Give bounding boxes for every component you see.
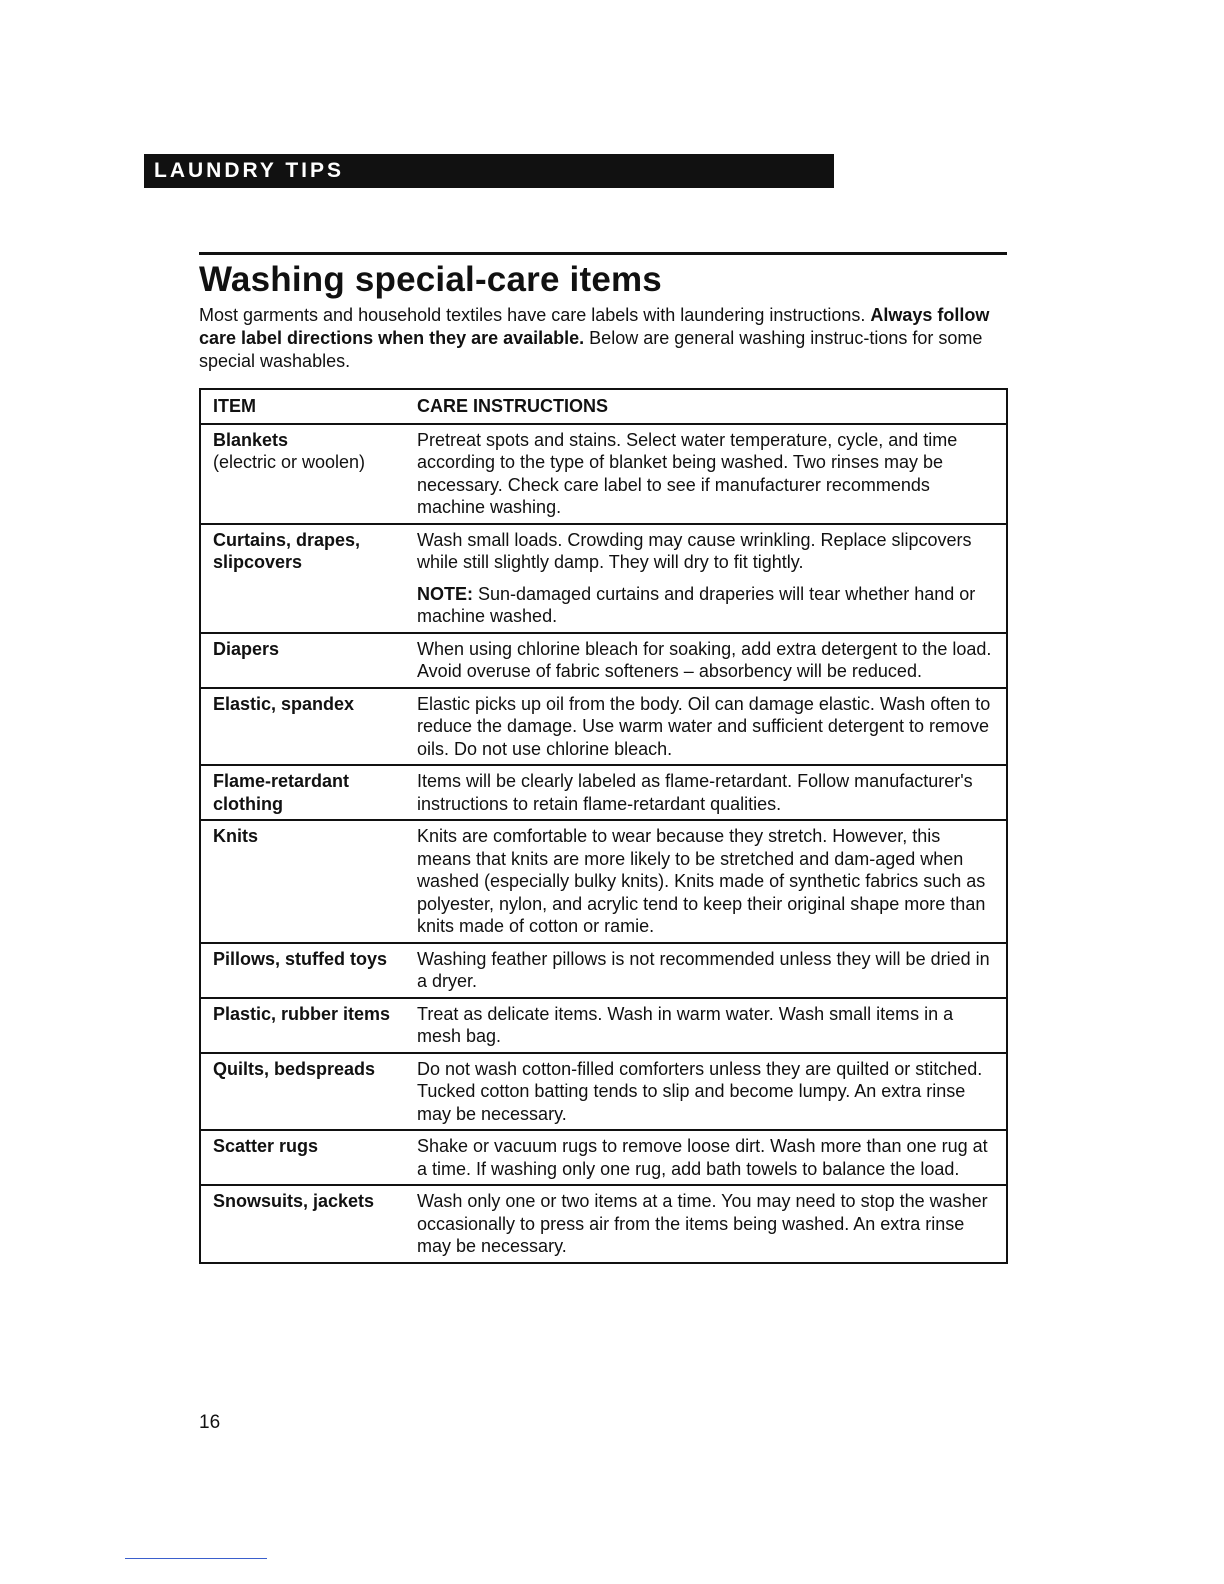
section-banner: LAUNDRY TIPS — [144, 154, 834, 188]
table-header-row — [200, 389, 1007, 424]
item-cell — [200, 765, 415, 820]
care-text: When using chlorine bleach for soaking, add extra detergent to the load. Avoid overuse of fabric softeners – absorbency will be reduced. — [417, 638, 992, 681]
item-cell — [200, 1185, 415, 1263]
intro-bold-text: Always follow care label directions when they are available. — [199, 305, 990, 348]
care-cell — [415, 1053, 1007, 1131]
care-cell — [415, 633, 1007, 688]
care-text: Pretreat spots and stains. Select water temperature, cycle, and time according to the type of blanket being washed. Two rinses may be necessary. Check care label to see if manufacturer recommends machine washing. — [417, 429, 958, 517]
item-name: Quilts, bedspreads — [213, 1058, 376, 1079]
item-name: Elastic, spandex — [213, 693, 355, 714]
care-cell — [415, 1130, 1007, 1185]
item-cell — [200, 524, 415, 633]
care-cell — [415, 765, 1007, 820]
care-table — [199, 388, 1008, 1264]
table-row — [200, 820, 1007, 943]
intro-paragraph — [199, 304, 1009, 373]
item-name: Flame-retardant clothing — [213, 771, 350, 814]
table-row — [200, 765, 1007, 820]
item-cell — [200, 688, 415, 766]
care-text: Treat as delicate items. Wash in warm water. Wash small items in a mesh bag. — [417, 1003, 954, 1046]
item-cell — [200, 633, 415, 688]
item-cell — [200, 943, 415, 998]
care-text: Shake or vacuum rugs to remove loose dirt. Wash more than one rug at a time. If washing only one rug, add bath towels to balance the load. — [417, 1136, 988, 1179]
care-note — [417, 583, 996, 628]
item-name: Scatter rugs — [213, 1136, 319, 1156]
care-text: Washing feather pillows is not recommended unless they will be dried in a dryer. — [417, 948, 990, 991]
table-row — [200, 943, 1007, 998]
page-number: 16 — [199, 1412, 221, 1433]
care-text: Items will be clearly labeled as flame-retardant. Follow manufacturer's instructions to retain flame-retardant qualities. — [417, 771, 973, 814]
care-cell — [415, 943, 1007, 998]
item-name: Pillows, stuffed toys — [213, 948, 388, 969]
table-row — [200, 1130, 1007, 1185]
table-row — [200, 1053, 1007, 1131]
footer-line — [125, 1558, 267, 1559]
care-cell — [415, 424, 1007, 524]
item-name: Knits — [213, 826, 258, 846]
title-rule — [199, 252, 1007, 255]
care-text: Knits are comfortable to wear because they stretch. However, this means that knits are more likely to be stretched and dam-aged when washed (especially bulky knits). Knits made of synthetic fabrics such as polyester, nylon, and acrylic tend to keep their original shape more than knits made of cotton or ramie. — [417, 826, 986, 936]
item-name: Curtains, drapes, slipcovers — [213, 529, 361, 572]
care-cell — [415, 524, 1007, 633]
care-text: Wash only one or two items at a time. You may need to stop the washer occasionally to press air from the items being washed. An extra rinse may be necessary. — [417, 1191, 988, 1256]
item-column-header: ITEM — [200, 389, 415, 424]
table-row — [200, 424, 1007, 524]
care-column-header: CARE INSTRUCTIONS — [415, 389, 1007, 424]
care-text: Elastic picks up oil from the body. Oil can damage elastic. Wash often to reduce the damage. Use warm water and sufficient detergent to remove oils. Do not use chlorine bleach. — [417, 693, 991, 759]
table-row — [200, 998, 1007, 1053]
care-cell — [415, 820, 1007, 943]
table-row — [200, 688, 1007, 766]
intro-text-1: Most garments and household textiles have care labels with laundering instructions. — [199, 305, 871, 325]
care-text: Do not wash cotton-filled comforters unless they are quilted or stitched. Tucked cotton batting tends to slip and become lumpy. An extra rinse may be necessary. — [417, 1058, 983, 1124]
item-cell — [200, 998, 415, 1053]
item-subtitle: (electric or woolen) — [213, 452, 366, 472]
note-label: NOTE: — [417, 583, 473, 604]
item-name: Blankets — [213, 429, 289, 450]
care-text: Wash small loads. Crowding may cause wrinkling. Replace slipcovers while still slightly damp. They will dry to fit tightly. — [417, 529, 972, 572]
page-title: Washing special-care items — [199, 260, 662, 299]
care-cell — [415, 688, 1007, 766]
care-cell — [415, 1185, 1007, 1263]
intro-text-2: Below are general washing instruc-tions for some special washables. — [199, 328, 983, 371]
table-row — [200, 633, 1007, 688]
item-cell — [200, 424, 415, 524]
note-text: Sun-damaged curtains and draperies will tear whether hand or machine washed. — [417, 583, 976, 626]
care-cell — [415, 998, 1007, 1053]
table-row — [200, 524, 1007, 633]
item-name: Diapers — [213, 638, 280, 659]
table-row — [200, 1185, 1007, 1263]
item-cell — [200, 1130, 415, 1185]
item-cell — [200, 1053, 415, 1131]
item-name: Snowsuits, jackets — [213, 1191, 375, 1211]
item-name: Plastic, rubber items — [213, 1003, 391, 1024]
item-cell — [200, 820, 415, 943]
